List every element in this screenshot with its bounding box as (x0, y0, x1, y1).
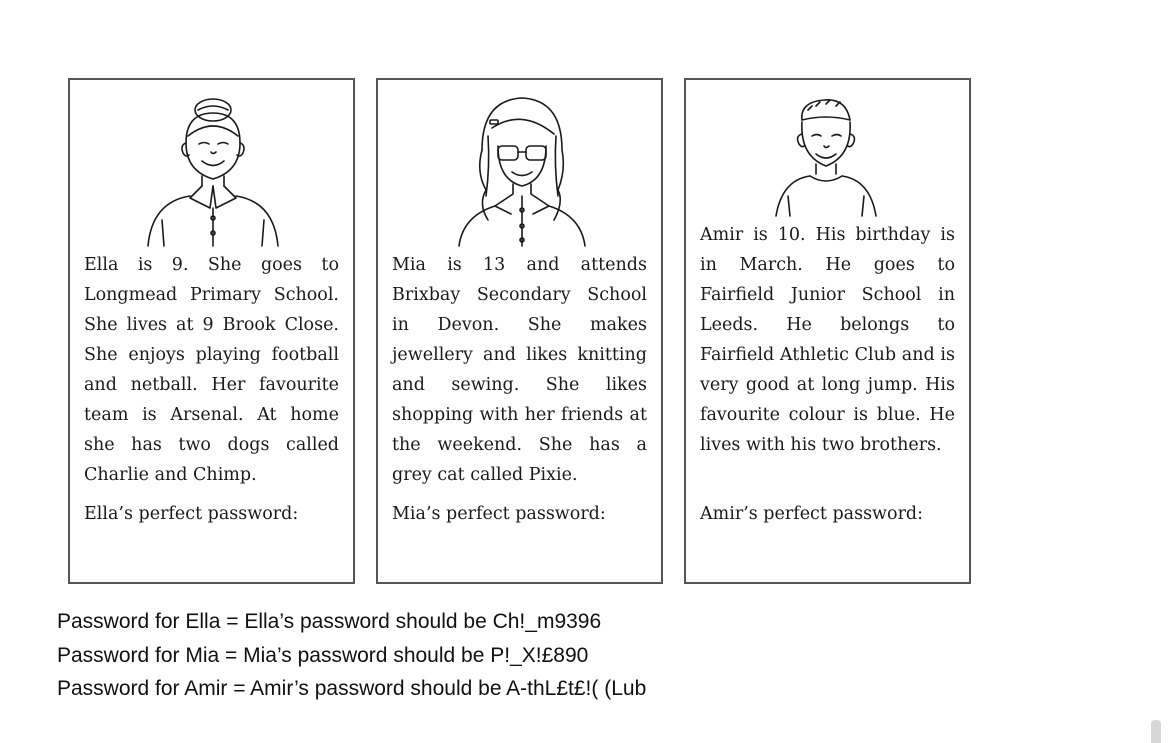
card-description: Amir is 10. His birthday is in March. He goes to Fairfield Junior School in Leeds. He belongs to Fairfield Athletic Club and is very good at long jump. His favourite colour is blue. He lives with his two brothers. (700, 225, 955, 455)
card-description: Mia is 13 and attends Brixbay Secondary School in Devon. She makes jewellery and likes knitting and sewing. She likes shopping with her friends at the weekend. She has a grey cat called Pixie. (392, 255, 647, 485)
card-mia (376, 78, 663, 584)
card-ella (68, 78, 355, 584)
girl-glasses-portrait-icon (378, 88, 661, 248)
page-corner-tab (1151, 720, 1161, 743)
answer-mia: Password for Mia = Mia’s password should be P!_X!£890 (57, 643, 589, 667)
girl-bun-portrait-icon (70, 88, 353, 248)
password-label: Amir’s perfect password: (700, 504, 924, 524)
answer-amir: Password for Amir = Amir’s password should be A-thL£t£!( (Lub (57, 677, 647, 700)
password-label: Mia’s perfect password: (392, 504, 606, 524)
card-description: Ella is 9. She goes to Longmead Primary School. She lives at 9 Brook Close. She enjoys playing football and netball. Her favourite team is Arsenal. At home she has two dogs called Charlie and Chimp. (84, 255, 339, 485)
card-amir (684, 78, 971, 584)
password-label: Ella’s perfect password: (84, 504, 299, 524)
password-answers (57, 605, 646, 706)
answer-ella: Password for Ella = Ella’s password should be Ch!_m9396 (57, 610, 602, 633)
